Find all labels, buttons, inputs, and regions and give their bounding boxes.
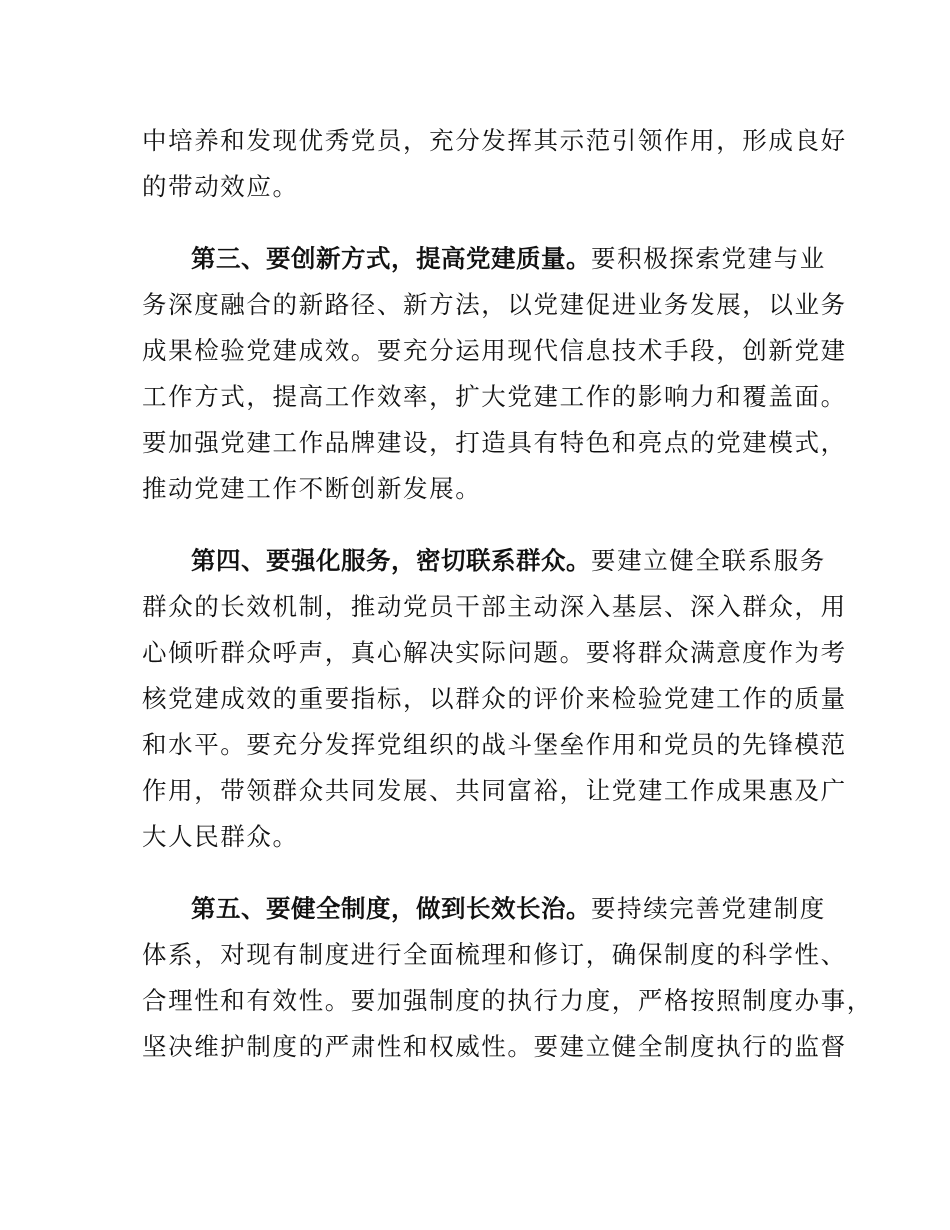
text-line: [142, 538, 826, 584]
text-line: 要加强党建工作品牌建设，打造具有特色和亮点的党建模式，: [142, 428, 847, 457]
text-line: 心倾听群众呼声，真心解决实际问题。要将群众满意度作为考: [142, 638, 847, 667]
paragraph-institution: [142, 886, 873, 1070]
text-line: 核党建成效的重要指标，以群众的评价来检验党建工作的质量: [142, 684, 847, 713]
text-fragment: 要建立健全联系服务: [591, 546, 826, 575]
paragraph-continuation: [142, 118, 847, 210]
text-line: [142, 236, 826, 282]
text-fragment: 要积极探索党建与业: [591, 244, 826, 273]
document-page: [142, 118, 873, 1096]
text-line: 推动党建工作不断创新发展。: [142, 474, 482, 503]
text-fragment: 要持续完善党建制度: [591, 894, 826, 923]
paragraph-service: [142, 538, 847, 860]
text-line: 坚决维护制度的严肃性和权威性。要建立健全制度执行的监督: [142, 1032, 847, 1061]
text-line: 合理性和有效性。要加强制度的执行力度，严格按照制度办事，: [142, 986, 873, 1015]
paragraph-innovation: [142, 236, 847, 512]
text-line: 成果检验党建成效。要充分运用现代信息技术手段，创新党建: [142, 336, 847, 365]
text-line: 体系，对现有制度进行全面梳理和修订，确保制度的科学性、: [142, 940, 847, 969]
paragraph-heading: 第三、要创新方式，提高党建质量。: [191, 244, 591, 273]
text-line: 务深度融合的新路径、新方法，以党建促进业务发展，以业务: [142, 290, 847, 319]
text-line: 作用，带领群众共同发展、共同富裕，让党建工作成果惠及广: [142, 776, 847, 805]
paragraph-heading: 第五、要健全制度，做到长效长治。: [191, 894, 591, 923]
text-line: 工作方式，提高工作效率，扩大党建工作的影响力和覆盖面。: [142, 382, 847, 411]
text-line: 中培养和发现优秀党员，充分发挥其示范引领作用，形成良好: [142, 126, 847, 155]
text-line: [142, 886, 826, 932]
text-line: 和水平。要充分发挥党组织的战斗堡垒作用和党员的先锋模范: [142, 730, 847, 759]
paragraph-heading: 第四、要强化服务，密切联系群众。: [191, 546, 591, 575]
text-line: 的带动效应。: [142, 172, 299, 201]
text-line: 大人民群众。: [142, 822, 299, 851]
text-line: 群众的长效机制，推动党员干部主动深入基层、深入群众，用: [142, 592, 847, 621]
